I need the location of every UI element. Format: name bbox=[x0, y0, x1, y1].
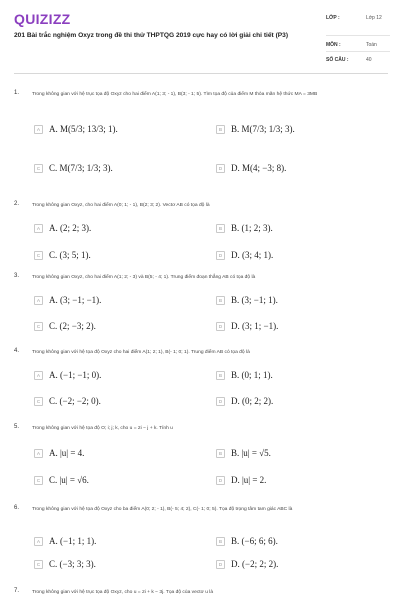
option-letter: D bbox=[216, 251, 225, 260]
quizizz-logo: QUIZIZZ bbox=[14, 11, 71, 27]
meta-divider bbox=[326, 35, 390, 36]
document-title: 201 Bài trắc nghiệm Oxyz trong đề thi thử THPTQG 2019 cực hay có lời giải chi tiết (P3) bbox=[14, 32, 289, 39]
option-text: A. (2; 2; 3). bbox=[49, 223, 92, 233]
meta-divider bbox=[326, 51, 390, 52]
option-text: B. M(7/3; 1/3; 3). bbox=[231, 124, 295, 134]
option-text: D. (−2; 2; 2). bbox=[231, 559, 279, 569]
option-text: A. M(5/3; 13/3; 1). bbox=[49, 124, 118, 134]
option-letter: C bbox=[34, 164, 43, 173]
option-letter: C bbox=[34, 322, 43, 331]
question-text: Trong không gian với hệ trục tọa độ Oxyz cho hai điểm A(1; 3; - 1), B(3; - 1; 5). Tìm tọa độ của điểm M thỏa mãn hệ thức MA = 3MB bbox=[32, 92, 318, 97]
option-d[interactable] bbox=[216, 163, 286, 173]
option-letter: D bbox=[216, 322, 225, 331]
option-text: B. (0; 1; 1). bbox=[231, 370, 273, 380]
option-c[interactable] bbox=[34, 396, 101, 406]
option-b[interactable] bbox=[216, 370, 273, 380]
option-a[interactable] bbox=[34, 295, 101, 305]
option-letter: B bbox=[216, 125, 225, 134]
option-letter: A bbox=[34, 449, 43, 458]
question-text: Trong không gian với hệ tọa độ Oxyz cho hai điểm A(1; 2; 1), B(- 1; 0; 1). Trung điểm AB có tọa độ là bbox=[32, 350, 250, 355]
question-text: Trong không gian Oxyz, cho hai điểm A(0; 1; - 1), B(2; 3; 2). Vectơ AB có tọa độ là bbox=[32, 203, 210, 208]
question-text: Trong không gian với hệ tọa độ O; i; j; k, cho u = 2i − j + k. Tính u bbox=[32, 426, 173, 431]
option-text: C. |u| = √6. bbox=[49, 475, 89, 485]
option-text: C. M(7/3; 1/3; 3). bbox=[49, 163, 113, 173]
question-number: 2. bbox=[14, 201, 20, 207]
option-a[interactable] bbox=[34, 223, 91, 233]
option-c[interactable] bbox=[34, 475, 89, 485]
option-c[interactable] bbox=[34, 163, 113, 173]
option-letter: D bbox=[216, 476, 225, 485]
option-text: D. (3; 4; 1). bbox=[231, 250, 274, 260]
option-b[interactable] bbox=[216, 448, 271, 458]
option-text: D. M(4; −3; 8). bbox=[231, 163, 287, 173]
option-letter: B bbox=[216, 449, 225, 458]
option-text: C. (3; 5; 1). bbox=[49, 250, 91, 260]
option-text: C. (2; −3; 2). bbox=[49, 321, 96, 331]
option-a[interactable] bbox=[34, 448, 84, 458]
question-text: Trong không gian với hệ tọa độ Oxyz cho ba điểm A(0; 2; - 1), B(- 5; 4; 2), C(- 1; 0; 5). Tọa độ trọng tâm tam giác ABC là bbox=[32, 507, 293, 512]
question-number: 1. bbox=[14, 90, 20, 96]
question-number: 7. bbox=[14, 588, 20, 594]
question-number: 3. bbox=[14, 273, 20, 279]
option-d[interactable] bbox=[216, 321, 278, 331]
option-text: B. (−6; 6; 6). bbox=[231, 536, 278, 546]
header-divider bbox=[14, 73, 388, 74]
option-text: A. (3; −1; −1). bbox=[49, 295, 102, 305]
option-letter: C bbox=[34, 476, 43, 485]
option-c[interactable] bbox=[34, 321, 96, 331]
count-label: SỐ CÂU : bbox=[326, 57, 349, 63]
option-d[interactable] bbox=[216, 559, 278, 569]
option-letter: A bbox=[34, 371, 43, 380]
option-letter: D bbox=[216, 560, 225, 569]
option-c[interactable] bbox=[34, 250, 91, 260]
question-text: Trong không gian với hệ trục tọa độ Oxyz, cho u = 2i + k − 3j. Tọa độ của vectơ u là bbox=[32, 590, 214, 595]
option-b[interactable] bbox=[216, 223, 273, 233]
class-label: LỚP : bbox=[326, 15, 340, 21]
option-letter: A bbox=[34, 296, 43, 305]
option-b[interactable] bbox=[216, 124, 295, 134]
subject-label: MÔN : bbox=[326, 42, 341, 48]
option-text: B. (3; −1; 1). bbox=[231, 295, 278, 305]
subject-value: Toán bbox=[366, 42, 377, 48]
option-text: A. (−1; 1; 1). bbox=[49, 536, 97, 546]
option-letter: A bbox=[34, 125, 43, 134]
option-letter: B bbox=[216, 537, 225, 546]
option-letter: D bbox=[216, 164, 225, 173]
option-text: D. (0; 2; 2). bbox=[231, 396, 274, 406]
option-letter: B bbox=[216, 371, 225, 380]
option-text: C. (−2; −2; 0). bbox=[49, 396, 101, 406]
option-text: B. |u| = √5. bbox=[231, 448, 271, 458]
option-b[interactable] bbox=[216, 295, 278, 305]
option-d[interactable] bbox=[216, 396, 273, 406]
option-text: C. (−3; 3; 3). bbox=[49, 559, 96, 569]
option-d[interactable] bbox=[216, 475, 266, 485]
option-text: B. (1; 2; 3). bbox=[231, 223, 273, 233]
option-a[interactable] bbox=[34, 124, 118, 134]
option-letter: C bbox=[34, 560, 43, 569]
option-a[interactable] bbox=[34, 536, 96, 546]
option-letter: B bbox=[216, 296, 225, 305]
question-number: 5. bbox=[14, 424, 20, 430]
option-letter: A bbox=[34, 224, 43, 233]
option-letter: C bbox=[34, 397, 43, 406]
option-d[interactable] bbox=[216, 250, 273, 260]
option-text: A. (−1; −1; 0). bbox=[49, 370, 102, 380]
question-number: 4. bbox=[14, 348, 20, 354]
option-a[interactable] bbox=[34, 370, 101, 380]
option-text: D. (3; 1; −1). bbox=[231, 321, 279, 331]
count-value: 40 bbox=[366, 57, 372, 63]
class-value: Lớp 12 bbox=[366, 15, 382, 21]
option-letter: C bbox=[34, 251, 43, 260]
option-text: D. |u| = 2. bbox=[231, 475, 267, 485]
option-letter: B bbox=[216, 224, 225, 233]
question-text: Trong không gian Oxyz, cho hai điểm A(1; 2; - 3) và B(5; - 4; 1). Trung điểm đoạn thẳng AB có tọa độ là bbox=[32, 275, 256, 280]
option-b[interactable] bbox=[216, 536, 278, 546]
option-letter: A bbox=[34, 537, 43, 546]
option-letter: D bbox=[216, 397, 225, 406]
option-c[interactable] bbox=[34, 559, 96, 569]
option-text: A. |u| = 4. bbox=[49, 448, 85, 458]
question-number: 6. bbox=[14, 505, 20, 511]
